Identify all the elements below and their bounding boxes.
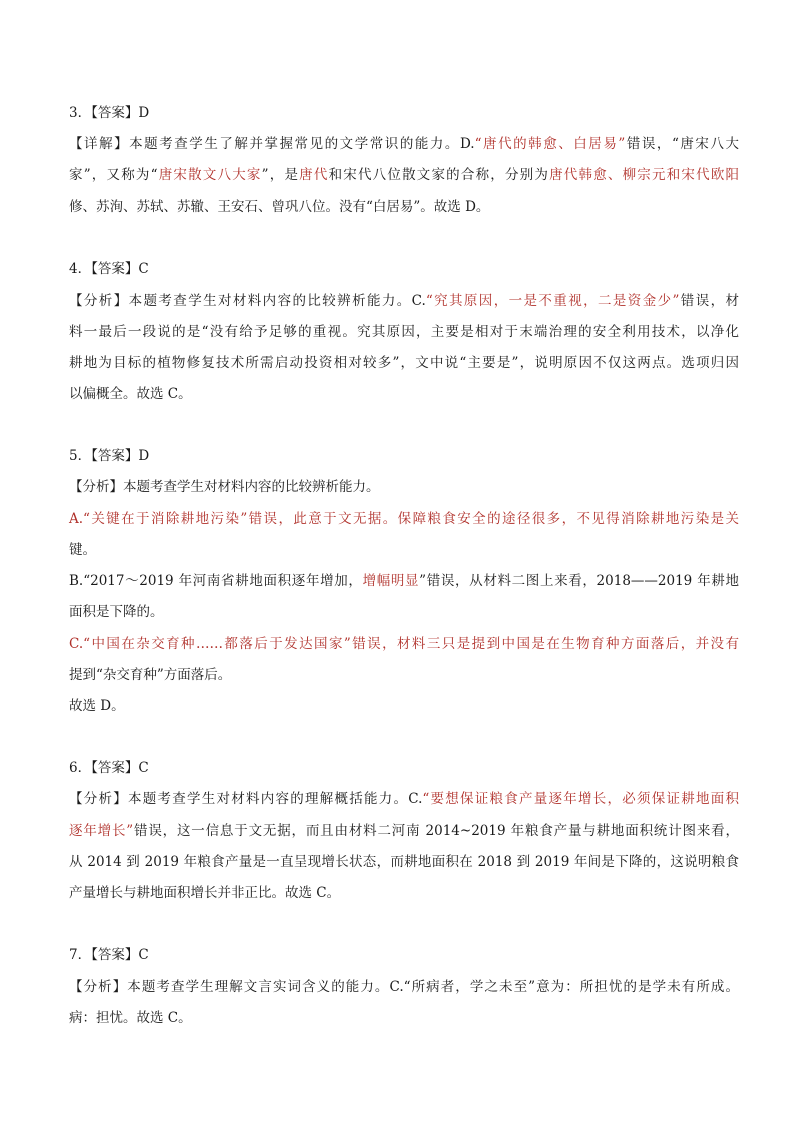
- q6-answer-heading: [69, 758, 739, 778]
- highlighted-text: 增幅明显: [362, 573, 420, 589]
- heading-text: 7．【答案】C: [69, 947, 149, 963]
- q5-line: [69, 540, 739, 560]
- q6-line: [69, 883, 739, 903]
- q4-line: [69, 353, 739, 373]
- q5-line: [69, 477, 739, 497]
- body-text: 家”，又称为“: [69, 167, 158, 183]
- q5-line: [69, 571, 739, 591]
- body-text: 料一最后一段说的是“没有给予足够的重视。究其原因，主要是相对于末端治理的安全利用技术，以净化: [69, 324, 739, 340]
- q3-line: [69, 165, 739, 185]
- body-text: 【分析】本题考查学生理解文言实词含义的能力。C.“所病者，学之未至”意为：所担忧的是学未有所成。: [69, 979, 739, 995]
- q5-answer-heading: [69, 446, 739, 466]
- body-text: 【分析】本题考查学生对材料内容的比较辨析能力。C.: [69, 293, 426, 309]
- q5-line: [69, 634, 739, 654]
- body-text: 【分析】本题考查学生对材料内容的理解概括能力。C.: [69, 791, 423, 807]
- highlighted-text: 唐代: [299, 167, 329, 183]
- q7-answer-heading: [69, 945, 739, 965]
- body-text: 【分析】本题考查学生对材料内容的比较辨析能力。: [69, 479, 380, 495]
- body-text: 修、苏洵、苏轼、苏辙、王安石、曾巩八位。没有“白居易”。故选 D。: [69, 199, 490, 215]
- q4-line: [69, 322, 739, 342]
- highlighted-text: A.“关键在于消除耕地污染”错误，此意于文无据。保障粮食安全的途径很多，不见得消除耕地污染是关: [69, 511, 739, 527]
- q4-line: [69, 384, 739, 404]
- body-text: 耕地为目标的植物修复技术所需启动投资相对较多”，文中说“主要是”，说明原因不仅这两点。选项归因: [69, 355, 739, 371]
- q7-line: [69, 977, 739, 997]
- q5-line: [69, 509, 739, 529]
- body-text: 故选 D。: [69, 698, 125, 714]
- body-text: 键。: [69, 542, 96, 558]
- body-text: 错误，这一信息于文无据，而且由材料二河南 2014~2019 年粮食产量与耕地面积统计图来看，: [133, 823, 739, 839]
- highlighted-text: “要想保证粮食产量逐年增长，必须保证耕地面积: [422, 791, 740, 807]
- q5-line: [69, 696, 739, 716]
- q5-line: [69, 665, 739, 685]
- heading-text: 3．【答案】D: [69, 105, 150, 121]
- q5-line: [69, 602, 739, 622]
- body-text: 【详解】本题考查学生了解并掌握常见的文学常识的能力。D.: [69, 136, 475, 152]
- q3-line: [69, 197, 739, 217]
- body-text: 面积是下降的。: [69, 604, 164, 620]
- heading-text: 5．【答案】D: [69, 448, 150, 464]
- body-text: 错误，“唐宋八大: [625, 136, 739, 152]
- highlighted-text: “究其原因，一是不重视，二是资金少”: [425, 293, 680, 309]
- body-text: 和宋代八位散文家的合称，分别为: [328, 167, 550, 183]
- body-text: 病：担忧。故选 C。: [69, 1010, 192, 1026]
- body-text: 提到“杂交育种”方面落后。: [69, 667, 232, 683]
- highlighted-text: “唐代的韩愈、白居易”: [474, 136, 626, 152]
- q3-answer-heading: [69, 103, 739, 123]
- q7-line: [69, 1008, 739, 1028]
- heading-text: 6．【答案】C: [69, 760, 149, 776]
- q6-line: [69, 852, 739, 872]
- body-text: ”，是: [261, 167, 300, 183]
- body-text: 以偏概全。故选 C。: [69, 386, 192, 402]
- q3-line: [69, 134, 739, 154]
- body-text: 错误，材: [679, 293, 740, 309]
- q4-line: [69, 291, 739, 311]
- body-text: 从 2014 到 2019 年粮食产量是一直呈现增长状态，而耕地面积在 2018 到 2019 年间是下降的，这说明粮食: [69, 854, 739, 870]
- q6-line: [69, 821, 739, 841]
- body-text: 产量增长与耕地面积增长并非正比。故选 C。: [69, 885, 341, 901]
- body-text: ”错误，从材料二图上来看，2018——2019 年耕地: [419, 573, 740, 589]
- highlighted-text: 唐代韩愈、柳宗元和宋代欧阳: [549, 167, 740, 183]
- q4-answer-heading: [69, 259, 739, 279]
- q6-line: [69, 789, 739, 809]
- highlighted-text: C.“中国在杂交育种……都落后于发达国家”错误，材料三只是提到中国是在生物育种方面落后，并没有: [69, 636, 739, 652]
- body-text: B.“2017～2019 年河南省耕地面积逐年增加，: [69, 573, 363, 589]
- highlighted-text: 逐年增长”: [69, 823, 134, 839]
- heading-text: 4．【答案】C: [69, 261, 149, 277]
- highlighted-text: 唐宋散文八大家: [157, 167, 262, 183]
